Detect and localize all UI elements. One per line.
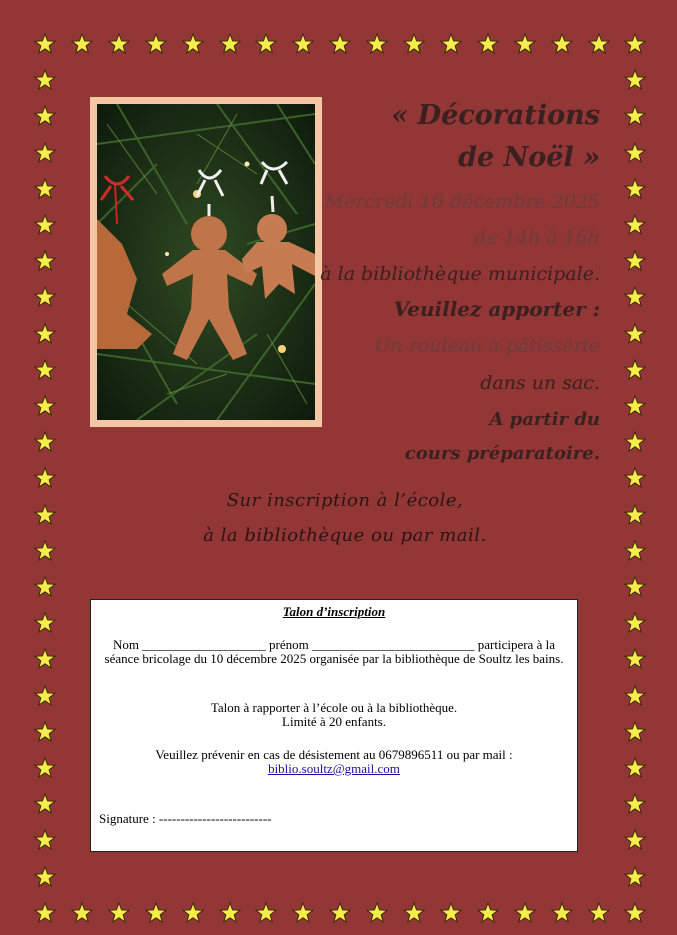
registration-line-1: Sur inscription à l’école, (226, 490, 464, 511)
slip-notice (99, 748, 569, 776)
star-icon (366, 902, 388, 924)
star-icon (34, 648, 56, 670)
star-icon (71, 33, 93, 55)
star-icon (624, 793, 646, 815)
event-date: Mercredi 10 décembre 2025 (324, 191, 600, 213)
star-icon (34, 142, 56, 164)
star-icon (108, 33, 130, 55)
title-line-1: « Décorations (391, 100, 600, 131)
star-icon (440, 33, 462, 55)
star-icon (34, 359, 56, 381)
photo-frame (90, 97, 322, 427)
star-icon (329, 33, 351, 55)
star-icon (624, 69, 646, 91)
star-icon (34, 612, 56, 634)
star-icon (403, 33, 425, 55)
star-icon (34, 395, 56, 417)
star-icon (624, 142, 646, 164)
star-icon (219, 902, 241, 924)
slip-return-line: Talon à rapporter à l’école ou à la bibliothèque. (210, 700, 458, 715)
event-place: à la bibliothèque municipale. (320, 263, 600, 285)
star-icon (624, 576, 646, 598)
star-icon (255, 33, 277, 55)
star-icon (34, 105, 56, 127)
star-icon (34, 178, 56, 200)
star-icon (34, 33, 56, 55)
star-icon (34, 431, 56, 453)
star-icon (292, 902, 314, 924)
gingerbread-photo (97, 104, 315, 420)
bring-item-line-2: dans un sac. (480, 372, 600, 394)
star-icon (34, 286, 56, 308)
email-link[interactable]: biblio.soultz@gmail.com (268, 761, 400, 776)
star-icon (440, 902, 462, 924)
star-icon (108, 902, 130, 924)
star-icon (624, 902, 646, 924)
star-icon (255, 902, 277, 924)
star-icon (34, 902, 56, 924)
star-icon (329, 902, 351, 924)
star-icon (182, 902, 204, 924)
star-icon (145, 33, 167, 55)
star-icon (624, 721, 646, 743)
star-icon (34, 793, 56, 815)
star-icon (514, 902, 536, 924)
star-icon (403, 902, 425, 924)
star-icon (477, 33, 499, 55)
star-icon (588, 33, 610, 55)
star-icon (34, 757, 56, 779)
slip-name-line: Nom ___________________ prénom _________________________ participera à la séance bricolage du 10 décembre 2025 organisée par la bibliothèque de Soultz les bains. (104, 637, 564, 666)
star-icon (624, 648, 646, 670)
level-line-2: cours préparatoire. (404, 443, 600, 464)
star-icon (182, 33, 204, 55)
slip-title: Talon d’inscription (282, 604, 386, 619)
star-icon (34, 467, 56, 489)
star-icon (34, 829, 56, 851)
star-icon (624, 757, 646, 779)
star-icon (624, 829, 646, 851)
star-icon (624, 395, 646, 417)
star-icon (624, 431, 646, 453)
star-icon (624, 33, 646, 55)
star-icon (551, 902, 573, 924)
star-icon (34, 250, 56, 272)
event-time: de 14h à 16h (474, 227, 600, 249)
star-icon (624, 178, 646, 200)
star-icon (219, 33, 241, 55)
level-line-1: A partir du (489, 409, 600, 430)
registration-line-2: à la bibliothèque ou par mail. (203, 525, 487, 546)
star-icon (624, 467, 646, 489)
star-icon (624, 359, 646, 381)
star-icon (624, 612, 646, 634)
star-icon (34, 69, 56, 91)
star-icon (588, 902, 610, 924)
star-icon (34, 323, 56, 345)
star-icon (514, 33, 536, 55)
star-icon (34, 685, 56, 707)
star-icon (624, 866, 646, 888)
bring-heading: Veuillez apporter : (393, 297, 600, 321)
slip-limit-line: Limité à 20 enfants. (282, 714, 386, 729)
star-icon (624, 214, 646, 236)
star-icon (145, 902, 167, 924)
slip-return-info (99, 701, 569, 729)
bring-item-line-1: Un rouleau à pâtisserie (374, 335, 600, 357)
star-icon (624, 286, 646, 308)
star-icon (34, 214, 56, 236)
star-icon (624, 105, 646, 127)
title-line-2: de Noël » (458, 142, 600, 173)
star-icon (551, 33, 573, 55)
star-icon (624, 250, 646, 272)
star-icon (477, 902, 499, 924)
star-icon (34, 866, 56, 888)
slip-notice-line: Veuillez prévenir en cas de désistement au 0679896511 ou par mail : (155, 747, 513, 762)
star-icon (34, 576, 56, 598)
registration-slip (90, 599, 578, 852)
star-icon (624, 323, 646, 345)
star-icon (366, 33, 388, 55)
star-icon (624, 685, 646, 707)
slip-signature: Signature : -------------------------- (99, 811, 272, 826)
star-icon (292, 33, 314, 55)
star-icon (71, 902, 93, 924)
star-icon (34, 721, 56, 743)
